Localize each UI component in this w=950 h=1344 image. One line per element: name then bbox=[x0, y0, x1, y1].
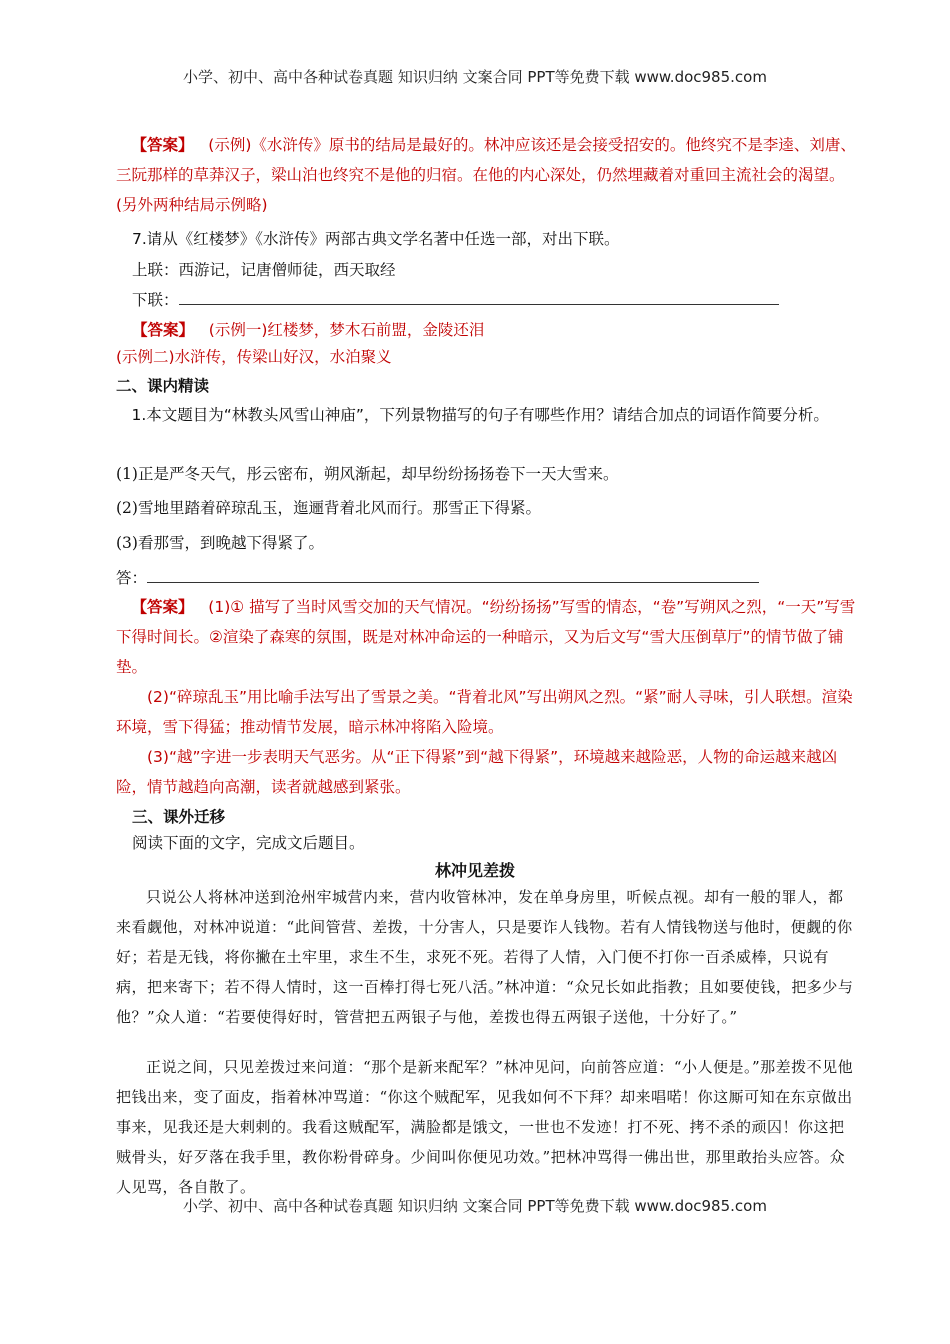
passage-p1: 只说公人将林冲送到沧州牢城营内来，营内收管林冲，发在单身房里，听候点视。却有一般的罪人，都来看觑他，对林冲说道：“此间管营、差拨，十分害人，只是要诈人钱物。若有人情钱物送与他时，便觑的你好；若是无钱，将你撇在土牢里，求生不生，求死不死。若得了人情，入门便不打你一百杀威棒，只说有病，把来寄下；若不得人情时，这一百棒打得七死八活。”林冲道：“众兄长如此指教；且如要使钱，把多少与他？”众人道：“若要使得好时，管营把五两银子与他，差拨也得五两银子送他，十分好了。” bbox=[116, 888, 854, 1026]
q6-answer-block bbox=[116, 130, 860, 220]
passage-paragraph-2 bbox=[116, 1052, 856, 1202]
s2-answer-2: (2)“碎琼乱玉”用比喻手法写出了雪景之美。“背着北风”写出朔风之烈。“紧”耐人寻味，引人联想。渲染环境，雪下得猛；推动情节发展，暗示林冲将陷入险境。 bbox=[116, 688, 853, 736]
q7-answer-line-1 bbox=[132, 318, 484, 340]
q7-answer-blank[interactable] bbox=[179, 290, 779, 305]
s2-answer-blank[interactable] bbox=[147, 568, 759, 583]
page-footer: 小学、初中、高中各种试卷真题 知识归纳 文案合同 PPT等免费下载 www.doc985.com bbox=[183, 1197, 767, 1215]
s3-instruction: 阅读下面的文字，完成文后题目。 bbox=[132, 834, 365, 852]
s2-answer-label: 答： bbox=[116, 569, 148, 587]
answer-tag: 【答案】 bbox=[131, 136, 194, 154]
answer-tag: 【答案】 bbox=[132, 321, 195, 339]
s2-q1-item-2-text: (2)雪地里踏着碎琼乱玉，迤逦背着北风而行。那雪正下得紧。 bbox=[116, 499, 541, 517]
s2-answer-line bbox=[116, 566, 759, 588]
q7-answer-1: (示例一)红楼梦，梦木石前盟，金陵还泪 bbox=[208, 321, 485, 339]
s2-answer-block-2 bbox=[116, 682, 860, 742]
q7-lower-label: 下联： bbox=[132, 291, 179, 309]
q6-answer: (示例)《水浒传》原书的结局是最好的。林冲应该还是会接受招安的。他终究不是李逵、刘唐、三阮那样的草莽汉子，梁山泊也终究不是他的归宿。在他的内心深处，仍然埋藏着对重回主流社会的渴望。(另外两种结局示例略) bbox=[116, 136, 856, 214]
passage-p2: 正说之间，只见差拨过来问道：“那个是新来配军？”林冲见问，向前答应道：“小人便是。”那差拨不见他把钱出来，变了面皮，指着林冲骂道：“你这个贼配军，见我如何不下拜？却来唱喏！你这厮可知在东京做出事来，见我还是大剌剌的。我看这贼配军，满脸都是饿文，一世也不发迹！打不死、拷不杀的顽囚！你这把贼骨头，好歹落在我手里，教你粉骨碎身。少间叫你便见功效。”把林冲骂得一佛出世，那里敢抬头应答。众人见骂，各自散了。 bbox=[116, 1058, 854, 1196]
s2-q1-prompt: 1.本文题目为“林教头风雪山神庙”，下列景物描写的句子有哪些作用？请结合加点的词语作简要分析。 bbox=[131, 406, 829, 424]
s2-q1-item-2 bbox=[116, 496, 541, 518]
page-header: 小学、初中、高中各种试卷真题 知识归纳 文案合同 PPT等免费下载 www.doc985.com bbox=[183, 68, 767, 86]
s2-answer-block-3 bbox=[116, 742, 860, 802]
q7-prompt: 7.请从《红楼梦》《水浒传》两部古典文学名著中任选一部，对出下联。 bbox=[132, 230, 620, 248]
q7-upper: 上联：西游记，记唐僧师徒，西天取经 bbox=[132, 261, 396, 279]
s2-answer-block-1 bbox=[116, 592, 860, 682]
section3-title: 三、课外迁移 bbox=[132, 808, 226, 826]
section2-title: 二、课内精读 bbox=[116, 377, 210, 395]
q7-lower-line bbox=[132, 288, 779, 310]
s2-q1-item-1 bbox=[116, 462, 618, 484]
s2-answer-3: (3)“越”字进一步表明天气恶劣。从“正下得紧”到“越下得紧”，环境越来越险恶，人物的命运越来越凶险，情节越趋向高潮，读者就越感到紧张。 bbox=[116, 748, 838, 796]
passage-paragraph-1 bbox=[116, 882, 856, 1032]
s2-q1-prompt-block bbox=[116, 400, 860, 430]
s2-answer-1: (1)① 描写了当时风雪交加的天气情况。“纷纷扬扬”写雪的情态，“卷”写朔风之烈，“一天”写雪下得时间长。②渲染了森寒的氛围，既是对林冲命运的一种暗示，又为后文写“雪大压倒草厅”的情节做了铺垫。 bbox=[116, 598, 856, 676]
s2-q1-item-3-text: (3)看那雪，到晚越下得紧了。 bbox=[116, 534, 324, 552]
answer-tag: 【答案】 bbox=[131, 598, 194, 616]
q7-answer-2: (示例二)水浒传，传梁山好汉，水泊聚义 bbox=[116, 348, 392, 366]
s2-q1-item-1-text: (1)正是严冬天气，彤云密布，朔风渐起，却早纷纷扬扬卷下一天大雪来。 bbox=[116, 465, 619, 483]
s2-q1-item-3 bbox=[116, 531, 324, 553]
passage-title: 林冲见差拨 bbox=[434, 861, 515, 880]
